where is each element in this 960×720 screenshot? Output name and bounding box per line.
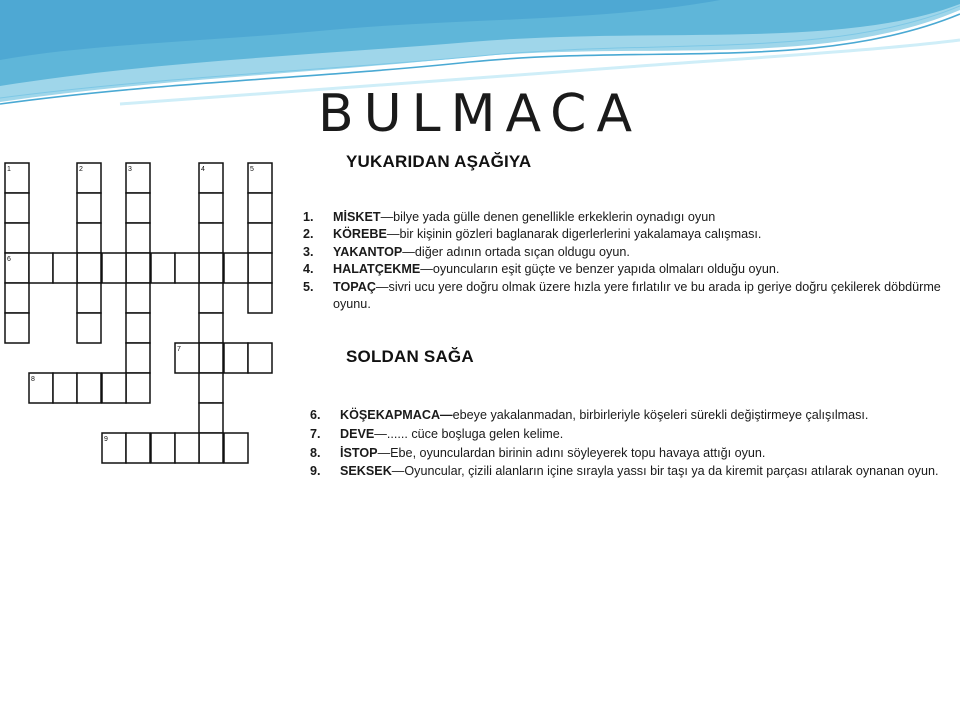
clue-7: 7. DEVE—...... cüce boşluga gelen kelime. <box>310 426 564 441</box>
clue-2: 2. KÖREBE—bir kişinin gözleri baglanarak digerlerlerini yakalamaya calışması. <box>303 227 762 242</box>
down-heading: YUKARIDAN AŞAĞIYA <box>346 152 532 171</box>
crossword-cell[interactable] <box>126 343 150 373</box>
clue-5: 5. TOPAÇ—sivri ucu yere doğru olmak üzere hızla yere fırlatılır ve bu arada ip geriye doğru çekilerek döbdürme oyunu. <box>303 279 941 312</box>
clue-4: 4. HALATÇEKME—oyuncuların eşit güçte ve benzer yapıda olmaları olduğu oyun. <box>303 262 780 277</box>
crossword-cell[interactable] <box>199 313 223 343</box>
crossword-cell[interactable] <box>199 253 223 283</box>
crossword-cell[interactable] <box>102 373 126 403</box>
crossword-cell[interactable] <box>248 253 272 283</box>
crossword-cell[interactable] <box>224 343 248 373</box>
crossword-cell[interactable] <box>77 253 101 283</box>
crossword-cell[interactable] <box>224 433 248 463</box>
clue-number: 9 <box>104 436 108 443</box>
crossword-cell[interactable] <box>126 193 150 223</box>
crossword-cell[interactable] <box>175 433 199 463</box>
crossword-cell[interactable] <box>126 373 150 403</box>
crossword-cell[interactable] <box>53 373 77 403</box>
clue-number: 8 <box>31 376 35 383</box>
clue-8: 8. İSTOP—Ebe, oyunculardan birinin adını söyleyerek topu havaya attığı oyun. <box>310 445 766 460</box>
clue-number: 1 <box>7 166 11 173</box>
clue-number: 2 <box>79 166 83 173</box>
crossword-cell[interactable] <box>102 253 126 283</box>
crossword-cell[interactable] <box>5 223 29 253</box>
crossword-cell[interactable] <box>199 283 223 313</box>
crossword-cell[interactable] <box>5 313 29 343</box>
crossword-cell[interactable] <box>151 253 175 283</box>
crossword-cell[interactable] <box>199 193 223 223</box>
clue-9: 9. SEKSEK—Oyuncular, çizili alanların içine sırayla yassı bir taşı ya da kiremit parçası atılarak oynanan oyun. <box>310 464 939 479</box>
clue-number: 7 <box>177 346 181 353</box>
crossword-cell[interactable] <box>77 373 101 403</box>
clue-number: 3 <box>128 166 132 173</box>
crossword-cell[interactable] <box>248 343 272 373</box>
crossword-cell[interactable] <box>126 433 150 463</box>
crossword-cell[interactable] <box>175 253 199 283</box>
clue-number: 4 <box>201 166 205 173</box>
crossword-cell[interactable] <box>248 283 272 313</box>
clue-number: 6 <box>7 256 11 263</box>
down-clues <box>303 209 953 313</box>
crossword-cell[interactable] <box>126 283 150 313</box>
clue-number: 5 <box>250 166 254 173</box>
crossword-cell[interactable] <box>126 223 150 253</box>
page-title: BULMACA <box>317 84 643 144</box>
clue-3: 3. YAKANTOP—diğer adının ortada sıçan oldugu oyun. <box>303 244 630 259</box>
clue-1: 1. MİSKET—bilye yada gülle denen genellikle erkeklerin oynadıgı oyun <box>303 210 716 224</box>
crossword-cell[interactable] <box>29 253 53 283</box>
crossword-cell[interactable] <box>77 283 101 313</box>
across-clues <box>310 406 950 481</box>
crossword-cell[interactable] <box>77 193 101 223</box>
crossword-cell[interactable] <box>199 343 223 373</box>
crossword-cell[interactable] <box>199 223 223 253</box>
crossword-cell[interactable] <box>5 283 29 313</box>
crossword-cell[interactable] <box>224 253 248 283</box>
crossword-cell[interactable] <box>77 313 101 343</box>
crossword-cell[interactable] <box>199 433 223 463</box>
crossword-cell[interactable] <box>5 193 29 223</box>
crossword-cell[interactable] <box>248 193 272 223</box>
across-heading: SOLDAN SAĞA <box>346 347 474 366</box>
crossword-cell[interactable] <box>151 433 175 463</box>
crossword-cell[interactable] <box>199 403 223 433</box>
crossword-cell[interactable] <box>248 223 272 253</box>
crossword-cell[interactable] <box>126 313 150 343</box>
crossword-cell[interactable] <box>199 373 223 403</box>
crossword-cell[interactable] <box>77 223 101 253</box>
crossword-cell[interactable] <box>53 253 77 283</box>
clue-6: 6. KÖŞEKAPMACA—ebeye yakalanmadan, birbirleriyle köşeleri sürekli değiştirmeye çalışılması. <box>310 408 869 422</box>
crossword-cell[interactable] <box>126 253 150 283</box>
